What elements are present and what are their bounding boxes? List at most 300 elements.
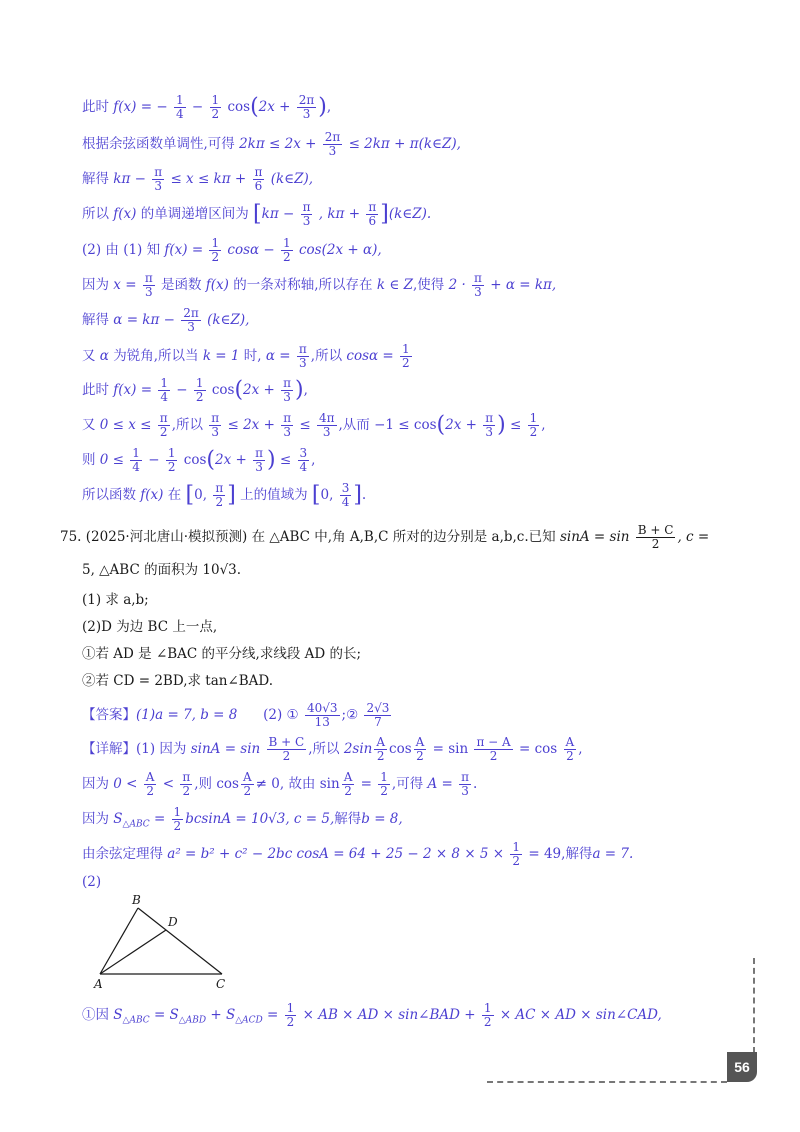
question-75-part-2b bbox=[82, 671, 760, 691]
text: 解得 bbox=[82, 171, 109, 187]
fraction bbox=[166, 447, 178, 474]
question-text: ①若 AD 是 ∠BAC 的平分线,求线段 AD 的长; bbox=[82, 646, 362, 662]
fraction bbox=[414, 736, 427, 763]
fraction bbox=[323, 131, 343, 158]
numerator: 2π bbox=[183, 306, 199, 320]
text: ,使得 bbox=[412, 277, 445, 293]
question-75-line-1 bbox=[60, 524, 760, 551]
text: (1) 因为 bbox=[136, 741, 187, 757]
math: 0, bbox=[194, 487, 208, 503]
denominator: 2 bbox=[651, 537, 660, 551]
math: bcsinA = 10√3, c = 5, bbox=[185, 811, 335, 827]
solution-line-4: 所以 f(x) 的单调递增区间为 [kπ − $\frac{\pi}{3}$ , kπ + $\frac{\pi}{6}$ ](k∈Z). bbox=[82, 200, 432, 228]
numerator: 1 bbox=[160, 376, 168, 390]
solution-line-1: 此时 f(x) = − $\frac{1}{4}$ − $\frac{1}{2}$ cos(2x + $\frac{2\pi}{3}$ ), bbox=[82, 93, 332, 121]
fraction bbox=[298, 447, 310, 474]
math: − bbox=[148, 452, 160, 468]
denominator: 3 bbox=[474, 285, 482, 299]
math: cos bbox=[216, 776, 239, 792]
math: = 49, bbox=[528, 846, 566, 862]
fraction bbox=[209, 237, 221, 264]
math: 0 ≤ x ≤ bbox=[99, 417, 152, 433]
math: a = 7. bbox=[592, 846, 634, 862]
math: kπ − bbox=[261, 206, 295, 222]
question-75-part-2 bbox=[82, 617, 760, 637]
denominator: 4 bbox=[299, 460, 308, 474]
text: 解得 bbox=[334, 811, 362, 827]
fraction bbox=[253, 166, 265, 193]
math: 2sin bbox=[343, 741, 373, 757]
math: − bbox=[191, 99, 204, 115]
numerator: π − A bbox=[476, 735, 511, 749]
numerator: 2√3 bbox=[366, 701, 390, 715]
fraction bbox=[483, 412, 495, 439]
math: , c = bbox=[677, 529, 710, 545]
vertex-label-d: D bbox=[168, 915, 178, 929]
solution-line-8 bbox=[82, 343, 760, 370]
text: 为锐角,所以当 bbox=[113, 348, 199, 364]
text: 又 bbox=[82, 348, 96, 364]
denominator: 7 bbox=[374, 715, 382, 729]
fraction bbox=[400, 343, 412, 370]
fraction bbox=[241, 771, 254, 798]
numerator: π bbox=[283, 376, 292, 390]
fraction bbox=[528, 412, 540, 439]
solution-line-10: 又 0 ≤ x ≤ $\frac{\pi}{2}$ ,所以 $\frac{\pi}{3}$ ≤ 2x + $\frac{\pi}{3}$ ≤ $\frac{4\pi}{3}$ ,从而 −1 ≤ cos(2x + $\frac{\pi}{3}$ ) ≤ $\frac{1}{2}$ , bbox=[82, 411, 546, 439]
text: 此时 bbox=[82, 99, 109, 115]
vertex-label-c: C bbox=[216, 977, 226, 990]
fraction bbox=[472, 272, 484, 299]
numerator: A bbox=[415, 735, 425, 749]
solution-line-2 bbox=[82, 131, 760, 158]
text: 此时 bbox=[82, 382, 109, 398]
math: ≤ bbox=[510, 417, 522, 433]
math: sinA = sin bbox=[190, 741, 261, 757]
fraction bbox=[378, 771, 390, 798]
denominator: 2 bbox=[344, 784, 352, 798]
denominator: 2 bbox=[566, 749, 574, 763]
denominator: 3 bbox=[255, 460, 263, 474]
text: 解得 bbox=[82, 312, 109, 328]
denominator: 6 bbox=[254, 179, 263, 193]
numerator: 2π bbox=[298, 93, 315, 107]
denominator: 2 bbox=[512, 854, 521, 868]
math: cosα − bbox=[227, 242, 275, 258]
numerator: 1 bbox=[286, 1001, 295, 1015]
denominator: 2 bbox=[376, 749, 385, 763]
math: S bbox=[113, 811, 123, 827]
fraction bbox=[152, 166, 164, 193]
text: ①因 bbox=[82, 1007, 109, 1023]
fraction bbox=[253, 447, 265, 474]
detail-line-6 bbox=[82, 1002, 760, 1031]
fraction bbox=[301, 201, 313, 228]
math: (k∈Z). bbox=[388, 206, 432, 222]
text: 故由 bbox=[288, 776, 316, 792]
math: + α = kπ, bbox=[490, 277, 557, 293]
numerator: 40√3 bbox=[306, 701, 338, 715]
denominator: 2 bbox=[211, 107, 220, 121]
page-border-horizontal bbox=[487, 1081, 727, 1083]
numerator: A bbox=[145, 770, 155, 784]
triangle-figure bbox=[92, 890, 242, 990]
solution-line-9: 此时 f(x) = $\frac{1}{4}$ − $\frac{1}{2}$ cos(2x + $\frac{\pi}{3}$ ), bbox=[82, 376, 308, 404]
math: sin bbox=[319, 776, 340, 792]
math: cos bbox=[389, 741, 412, 757]
denominator: 4 bbox=[160, 390, 168, 404]
math: k = 1 bbox=[202, 348, 240, 364]
numerator: A bbox=[565, 735, 575, 749]
numerator: A bbox=[343, 770, 353, 784]
fraction bbox=[340, 482, 352, 509]
fraction bbox=[364, 702, 391, 729]
math: f(x) bbox=[113, 206, 137, 222]
fraction bbox=[158, 377, 170, 404]
numerator: 1 bbox=[529, 411, 538, 425]
denominator: 2 bbox=[416, 749, 424, 763]
fraction bbox=[305, 702, 340, 729]
text: ;② bbox=[341, 707, 359, 723]
question-source: (2025·河北唐山·模拟预测) bbox=[85, 529, 248, 545]
math: × AB × AD × sin∠BAD + bbox=[302, 1007, 476, 1023]
fraction bbox=[144, 771, 157, 798]
text: 是函数 bbox=[161, 277, 202, 293]
fraction bbox=[285, 1002, 297, 1029]
numerator: B + C bbox=[268, 735, 305, 749]
denominator: 2 bbox=[402, 356, 410, 370]
denominator: 3 bbox=[187, 320, 195, 334]
math: f(x) = bbox=[164, 242, 204, 258]
math: 2x + bbox=[215, 452, 247, 468]
question-75-part-1 bbox=[82, 590, 760, 610]
numerator: 1 bbox=[132, 446, 140, 460]
math: α bbox=[99, 348, 109, 364]
denominator: 3 bbox=[461, 784, 469, 798]
denominator: 3 bbox=[299, 356, 307, 370]
numerator: π bbox=[211, 411, 220, 425]
detail-line-3 bbox=[82, 806, 760, 835]
math: α = kπ − bbox=[113, 312, 175, 328]
solution-line-11: 则 0 ≤ $\frac{1}{4}$ − $\frac{1}{2}$ cos(2x + $\frac{\pi}{3}$ ) ≤ $\frac{3}{4}$ , bbox=[82, 446, 316, 474]
detail-tag: 【详解】 bbox=[82, 741, 136, 757]
math: 2x + bbox=[258, 99, 291, 115]
math: cos bbox=[211, 382, 235, 398]
detail-line-1: 【详解】(1) 因为 sinA = sin $\frac{B + C}{2}$ ,所以 2sin $\frac{A}{2}$ cos $\frac{A}{2}$ = sin $\frac{\pi - A}{2}$ = cos $\frac{A}{2}$ , bbox=[82, 735, 583, 763]
denominator: 6 bbox=[368, 214, 377, 228]
denominator: 2 bbox=[243, 784, 252, 798]
numerator: π bbox=[182, 770, 191, 784]
fraction bbox=[130, 447, 142, 474]
denominator: 3 bbox=[322, 425, 331, 439]
numerator: π bbox=[159, 411, 168, 425]
page-number: 56 bbox=[727, 1052, 757, 1082]
denominator: 3 bbox=[154, 179, 163, 193]
math: S bbox=[113, 1007, 123, 1023]
vertex-label-a: A bbox=[94, 977, 103, 990]
math: △ABD bbox=[178, 1015, 207, 1026]
text: ,从而 bbox=[338, 417, 370, 433]
fraction bbox=[267, 736, 307, 763]
denominator: 2 bbox=[211, 250, 220, 264]
answer-line bbox=[82, 702, 760, 729]
numerator: 3 bbox=[299, 446, 308, 460]
numerator: π bbox=[154, 165, 163, 179]
text: ,所以 bbox=[310, 348, 343, 364]
numerator: 1 bbox=[173, 805, 182, 819]
denominator: 2 bbox=[380, 784, 388, 798]
math: 0, bbox=[320, 487, 334, 503]
math: cos bbox=[227, 99, 251, 115]
math: ≤ x ≤ kπ + bbox=[170, 171, 247, 187]
question-75-part-2a bbox=[82, 644, 760, 664]
solution-line-6 bbox=[82, 272, 760, 299]
fraction bbox=[366, 201, 378, 228]
numerator: A bbox=[376, 735, 386, 749]
text: 所以函数 bbox=[82, 487, 136, 503]
fraction bbox=[209, 412, 221, 439]
math: f(x) = bbox=[113, 382, 153, 398]
fraction bbox=[210, 94, 222, 121]
numerator: B + C bbox=[637, 523, 674, 537]
denominator: 4 bbox=[175, 107, 184, 121]
denominator: 3 bbox=[302, 107, 311, 121]
text: 解得 bbox=[565, 846, 593, 862]
math: 0 < bbox=[113, 776, 138, 792]
fraction bbox=[194, 377, 206, 404]
math: sinA = sin bbox=[559, 529, 630, 545]
denominator: 3 bbox=[283, 390, 291, 404]
numerator: A bbox=[242, 770, 252, 784]
math: ≠ 0, bbox=[255, 776, 285, 792]
math: < bbox=[162, 776, 175, 792]
question-number: 75. bbox=[60, 529, 82, 545]
fraction bbox=[482, 1002, 494, 1029]
numerator: π bbox=[302, 200, 311, 214]
numerator: 1 bbox=[402, 342, 410, 356]
numerator: 1 bbox=[283, 236, 291, 250]
text: 的单调递增区间为 bbox=[140, 206, 249, 222]
numerator: π bbox=[485, 411, 494, 425]
math: α = bbox=[265, 348, 291, 364]
math: x = bbox=[113, 277, 137, 293]
fraction bbox=[317, 412, 337, 439]
math: a² = b² + c² − 2bc cosA = 64 + 25 − 2 × 8 × 5 × bbox=[167, 846, 505, 862]
detail-line-5 bbox=[82, 872, 760, 892]
fraction bbox=[181, 307, 201, 334]
numerator: 1 bbox=[380, 770, 388, 784]
numerator: 3 bbox=[341, 481, 350, 495]
numerator: 1 bbox=[167, 446, 176, 460]
numerator: 4π bbox=[318, 411, 335, 425]
denominator: 3 bbox=[328, 144, 337, 158]
denominator: 2 bbox=[146, 784, 154, 798]
text: 因为 bbox=[82, 811, 109, 827]
page-border-vertical bbox=[753, 958, 755, 1053]
math: △ACD bbox=[235, 1015, 263, 1026]
math: kπ − bbox=[113, 171, 146, 187]
fraction bbox=[297, 94, 317, 121]
text: ,可得 bbox=[391, 776, 424, 792]
math: f(x) = − bbox=[113, 99, 168, 115]
math: 2kπ ≤ 2x + bbox=[239, 136, 317, 152]
solution-line-12: 所以函数 f(x) 在 [0, $\frac{\pi}{2}$ ] 上的值域为 [0, $\frac{3}{4}$ ]. bbox=[82, 481, 367, 509]
math: f(x) bbox=[140, 487, 164, 503]
numerator: π bbox=[254, 165, 263, 179]
numerator: π bbox=[474, 271, 482, 285]
math: (1)a = 7, b = 8 bbox=[136, 707, 238, 723]
math: b = 8, bbox=[361, 811, 403, 827]
math: 0 ≤ bbox=[99, 452, 124, 468]
math: △ABC bbox=[122, 819, 150, 830]
question-text: 在 △ABC 中,角 A,B,C 所对的边分别是 a,b,c.已知 bbox=[251, 529, 556, 545]
math: ≤ bbox=[279, 452, 292, 468]
text: 所以 bbox=[82, 206, 109, 222]
fraction bbox=[281, 377, 293, 404]
fraction bbox=[636, 524, 676, 551]
denominator: 2 bbox=[215, 495, 224, 509]
text: 时, bbox=[243, 348, 262, 364]
math: 2x + bbox=[243, 382, 275, 398]
text: (2) 由 (1) 知 bbox=[82, 242, 161, 258]
denominator: 2 bbox=[173, 819, 182, 833]
denominator: 4 bbox=[132, 460, 140, 474]
fraction bbox=[474, 736, 512, 763]
math: = bbox=[153, 811, 166, 827]
math: 2x + bbox=[445, 417, 477, 433]
answer-tag: 【答案】 bbox=[82, 707, 136, 723]
numerator: 1 bbox=[211, 236, 220, 250]
denominator: 2 bbox=[195, 390, 204, 404]
text: ,则 bbox=[194, 776, 213, 792]
math: cos bbox=[183, 452, 207, 468]
fraction bbox=[213, 482, 225, 509]
solution-line-7 bbox=[82, 307, 760, 334]
math: 2 · bbox=[448, 277, 466, 293]
side-ab bbox=[100, 908, 138, 974]
math: × AC × AD × sin∠CAD, bbox=[499, 1007, 662, 1023]
fraction bbox=[281, 412, 293, 439]
math: f(x) bbox=[205, 277, 229, 293]
fraction bbox=[297, 343, 309, 370]
segment-ad bbox=[100, 930, 166, 974]
math: −1 ≤ cos bbox=[374, 417, 437, 433]
denominator: 3 bbox=[211, 425, 220, 439]
numerator: 2π bbox=[324, 130, 341, 144]
fraction bbox=[172, 806, 184, 833]
math: = S bbox=[153, 1007, 179, 1023]
numerator: π bbox=[283, 411, 292, 425]
question-text: ②若 CD = 2BD,求 tan∠BAD. bbox=[82, 673, 274, 689]
text: 根据余弦函数单调性,可得 bbox=[82, 136, 235, 152]
numerator: 1 bbox=[211, 93, 220, 107]
fraction bbox=[158, 412, 170, 439]
denominator: 2 bbox=[483, 1015, 492, 1029]
denominator: 3 bbox=[485, 425, 493, 439]
math: + S bbox=[210, 1007, 236, 1023]
question-75-line-2 bbox=[82, 560, 760, 580]
fraction bbox=[180, 771, 192, 798]
text: (2) bbox=[82, 874, 102, 890]
text: 则 bbox=[82, 452, 96, 468]
denominator: 3 bbox=[144, 285, 153, 299]
numerator: π bbox=[368, 200, 377, 214]
denominator: 2 bbox=[529, 425, 538, 439]
fraction bbox=[564, 736, 577, 763]
solution-line-3 bbox=[82, 166, 760, 193]
text: 的一条对称轴,所以存在 bbox=[233, 277, 373, 293]
math: k ∈ Z bbox=[376, 277, 413, 293]
text: 在 bbox=[167, 487, 182, 503]
numerator: π bbox=[144, 271, 153, 285]
denominator: 2 bbox=[489, 749, 498, 763]
fraction bbox=[459, 771, 471, 798]
numerator: 1 bbox=[512, 840, 521, 854]
denominator: 2 bbox=[167, 460, 176, 474]
math: = cos bbox=[519, 741, 558, 757]
numerator: 1 bbox=[175, 93, 184, 107]
text: (2) ① bbox=[263, 707, 299, 723]
math: cosα = bbox=[346, 348, 394, 364]
math: △ABC bbox=[122, 1015, 150, 1026]
numerator: π bbox=[461, 770, 470, 784]
fraction bbox=[281, 237, 293, 264]
math: (k∈Z), bbox=[270, 171, 314, 187]
numerator: π bbox=[298, 342, 307, 356]
math: ≤ 2x + bbox=[227, 417, 275, 433]
solution-line-5 bbox=[82, 237, 760, 264]
fraction bbox=[374, 736, 387, 763]
fraction bbox=[174, 94, 186, 121]
text: 因为 bbox=[82, 776, 109, 792]
question-text: 5, △ABC 的面积为 10√3. bbox=[82, 562, 242, 578]
numerator: 1 bbox=[195, 376, 204, 390]
numerator: π bbox=[255, 446, 263, 460]
math: (k∈Z), bbox=[207, 312, 250, 328]
text: ,所以 bbox=[171, 417, 203, 433]
denominator: 3 bbox=[302, 214, 311, 228]
text: ,所以 bbox=[308, 741, 340, 757]
math: cos(2x + α), bbox=[298, 242, 382, 258]
question-text: (2)D 为边 BC 上一点, bbox=[82, 619, 218, 635]
numerator: 1 bbox=[483, 1001, 492, 1015]
math: = bbox=[360, 776, 372, 792]
math: − bbox=[176, 382, 188, 398]
math: = sin bbox=[432, 741, 469, 757]
denominator: 2 bbox=[182, 784, 191, 798]
denominator: 2 bbox=[159, 425, 168, 439]
text: 因为 bbox=[82, 277, 109, 293]
question-text: (1) 求 a,b; bbox=[82, 592, 149, 608]
detail-line-2: 因为 0 < $\frac{A}{2}$ < $\frac{\pi}{2}$ ,则 cos $\frac{A}{2}$ ≠ 0, 故由 sin $\frac{A}{2}$ = $\frac{1}{2}$ ,可得 A = $\frac{\pi}{3}$ . bbox=[82, 770, 478, 798]
denominator: 2 bbox=[286, 1015, 295, 1029]
side-bc bbox=[138, 908, 222, 974]
detail-line-4 bbox=[82, 841, 760, 868]
numerator: π bbox=[215, 481, 224, 495]
denominator: 2 bbox=[283, 250, 291, 264]
math: ≤ 2kπ + π(k∈Z), bbox=[348, 136, 461, 152]
math: ≤ bbox=[299, 417, 311, 433]
math: = bbox=[267, 1007, 279, 1023]
text: 上的值域为 bbox=[240, 487, 308, 503]
fraction bbox=[342, 771, 355, 798]
fraction bbox=[510, 841, 522, 868]
vertex-label-b: B bbox=[132, 893, 141, 907]
text: 又 bbox=[82, 417, 96, 433]
fraction bbox=[143, 272, 155, 299]
denominator: 3 bbox=[283, 425, 291, 439]
math: , kπ + bbox=[318, 206, 361, 222]
denominator: 13 bbox=[314, 715, 330, 729]
